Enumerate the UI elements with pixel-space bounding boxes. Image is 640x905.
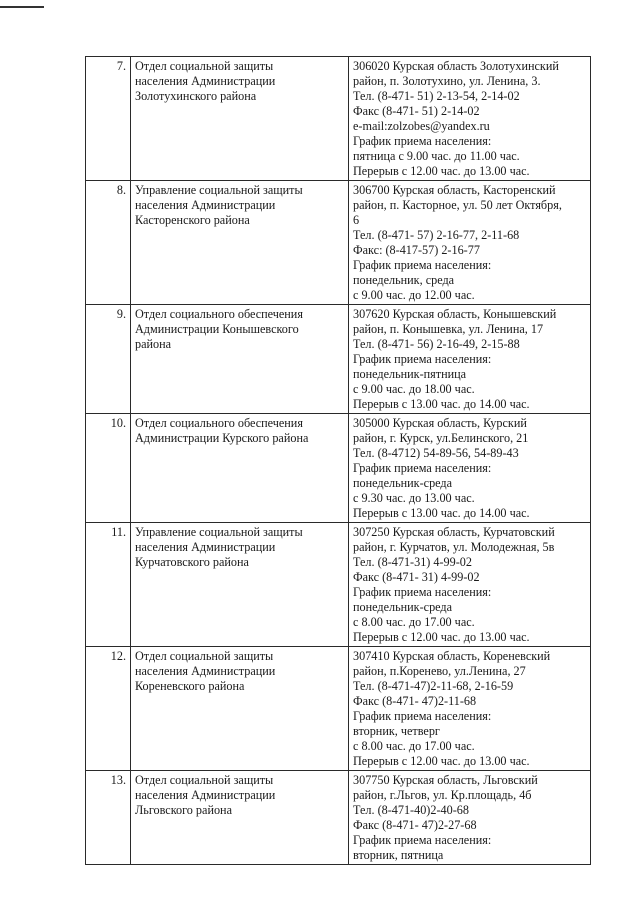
- address-contact-line: 307750 Курская область, Льговский: [353, 773, 538, 787]
- address-contact-line: понедельник, среда: [353, 273, 455, 287]
- address-contact-line: Перерыв с 13.00 час. до 14.00 час.: [353, 397, 530, 411]
- department-name-line: Кореневского района: [135, 679, 245, 693]
- row-number: 12.: [86, 647, 131, 771]
- row-number: 11.: [86, 523, 131, 647]
- address-contact-line: Перерыв с 12.00 час. до 13.00 час.: [353, 754, 530, 768]
- department-name-line: населения Администрации: [135, 198, 276, 212]
- address-contact-line: вторник, пятница: [353, 848, 444, 862]
- department-name-line: Отдел социального обеспечения: [135, 416, 303, 430]
- address-contact-line: Тел. (8-471- 56) 2-16-49, 2-15-88: [353, 337, 520, 351]
- department-name-line: Управление социальной защиты: [135, 183, 303, 197]
- address-contact-line: район, п. Золотухино, ул. Ленина, 3.: [353, 74, 541, 88]
- address-contacts-cell: [349, 523, 591, 647]
- row-number: 13.: [86, 771, 131, 865]
- table-body: [86, 57, 591, 865]
- address-contact-line: Тел. (8-471- 51) 2-13-54, 2-14-02: [353, 89, 520, 103]
- address-contacts-cell: [349, 647, 591, 771]
- department-name-line: Отдел социальной защиты: [135, 59, 274, 73]
- address-contact-line: район, п.Коренево, ул.Ленина, 27: [353, 664, 526, 678]
- department-name-line: Управление социальной защиты: [135, 525, 303, 539]
- department-name-line: Курчатовского района: [135, 555, 249, 569]
- address-contact-line: 307410 Курская область, Кореневский: [353, 649, 551, 663]
- address-contact-line: 306700 Курская область, Касторенский: [353, 183, 556, 197]
- address-contact-line: понедельник-пятница: [353, 367, 467, 381]
- department-name-line: Золотухинского района: [135, 89, 257, 103]
- address-contact-line: 307620 Курская область, Конышевский: [353, 307, 557, 321]
- address-contact-line: район, п. Касторное, ул. 50 лет Октября,: [353, 198, 562, 212]
- department-name-cell: [131, 523, 349, 647]
- department-name-line: Отдел социального обеспечения: [135, 307, 303, 321]
- address-contact-line: Тел. (8-471- 57) 2-16-77, 2-11-68: [353, 228, 520, 242]
- address-contact-line: Тел. (8-471-31) 4-99-02: [353, 555, 472, 569]
- address-contact-line: 307250 Курская область, Курчатовский: [353, 525, 555, 539]
- address-contact-line: График приема населения:: [353, 585, 492, 599]
- table-row: [86, 523, 591, 647]
- address-contact-line: График приема населения:: [353, 258, 492, 272]
- row-number: 7.: [86, 57, 131, 181]
- table-row: [86, 181, 591, 305]
- address-contact-line: вторник, четверг: [353, 724, 440, 738]
- address-contacts-cell: [349, 57, 591, 181]
- table-row: [86, 771, 591, 865]
- address-contact-line: Перерыв с 12.00 час. до 13.00 час.: [353, 630, 530, 644]
- department-name-line: района: [135, 337, 172, 351]
- address-contact-line: 305000 Курская область, Курский: [353, 416, 527, 430]
- department-name-line: населения Администрации: [135, 664, 276, 678]
- department-name-cell: [131, 305, 349, 414]
- address-contact-line: 6: [353, 213, 360, 227]
- address-contact-line: Факс: (8-417-57) 2-16-77: [353, 243, 480, 257]
- department-name-line: населения Администрации: [135, 74, 276, 88]
- department-name-line: Льговского района: [135, 803, 232, 817]
- department-name-cell: [131, 414, 349, 523]
- address-contact-line: пятница с 9.00 час. до 11.00 час.: [353, 149, 520, 163]
- address-contacts-cell: [349, 181, 591, 305]
- address-contact-line: Факс (8-471- 47)2-27-68: [353, 818, 477, 832]
- address-contact-line: район, г. Курчатов, ул. Молодежная, 5в: [353, 540, 555, 554]
- address-contact-line: Факс (8-471- 51) 2-14-02: [353, 104, 480, 118]
- address-contact-line: Перерыв с 12.00 час. до 13.00 час.: [353, 164, 530, 178]
- department-name-line: Отдел социальной защиты: [135, 649, 274, 663]
- address-contacts-cell: [349, 771, 591, 865]
- social-protection-departments-table: [85, 56, 591, 865]
- address-contact-line: с 8.00 час. до 17.00 час.: [353, 615, 475, 629]
- address-contact-line: с 9.30 час. до 13.00 час.: [353, 491, 475, 505]
- address-contact-line: Тел. (8-4712) 54-89-56, 54-89-43: [353, 446, 519, 460]
- address-contact-line: понедельник-среда: [353, 476, 453, 490]
- address-contact-line: понедельник-среда: [353, 600, 453, 614]
- address-contact-line: Факс (8-471- 31) 4-99-02: [353, 570, 480, 584]
- address-contact-line: район, г.Льгов, ул. Кр.площадь, 4б: [353, 788, 532, 802]
- address-contact-line: Перерыв с 13.00 час. до 14.00 час.: [353, 506, 530, 520]
- department-name-cell: [131, 57, 349, 181]
- department-name-line: населения Администрации: [135, 788, 276, 802]
- address-contact-line: e-mail:zolzobes@yandex.ru: [353, 119, 490, 133]
- department-name-line: Администрации Конышевского: [135, 322, 299, 336]
- address-contact-line: Тел. (8-471-40)2-40-68: [353, 803, 469, 817]
- page-corner-mark: [0, 6, 44, 8]
- address-contact-line: График приема населения:: [353, 134, 492, 148]
- address-contact-line: График приема населения:: [353, 461, 492, 475]
- department-name-cell: [131, 647, 349, 771]
- address-contact-line: Факс (8-471- 47)2-11-68: [353, 694, 477, 708]
- row-number: 8.: [86, 181, 131, 305]
- department-name-cell: [131, 771, 349, 865]
- table-row: [86, 647, 591, 771]
- address-contacts-cell: [349, 305, 591, 414]
- department-name-line: Администрации Курского района: [135, 431, 309, 445]
- address-contact-line: Тел. (8-471-47)2-11-68, 2-16-59: [353, 679, 514, 693]
- department-name-line: Касторенского района: [135, 213, 250, 227]
- table-row: [86, 305, 591, 414]
- address-contact-line: График приема населения:: [353, 709, 492, 723]
- address-contact-line: с 8.00 час. до 17.00 час.: [353, 739, 475, 753]
- department-name-line: населения Администрации: [135, 540, 276, 554]
- address-contact-line: с 9.00 час. до 18.00 час.: [353, 382, 475, 396]
- address-contact-line: 306020 Курская область Золотухинский: [353, 59, 559, 73]
- address-contact-line: с 9.00 час. до 12.00 час.: [353, 288, 475, 302]
- department-name-cell: [131, 181, 349, 305]
- address-contact-line: район, г. Курск, ул.Белинского, 21: [353, 431, 529, 445]
- address-contacts-cell: [349, 414, 591, 523]
- address-contact-line: район, п. Конышевка, ул. Ленина, 17: [353, 322, 544, 336]
- table-row: [86, 57, 591, 181]
- row-number: 10.: [86, 414, 131, 523]
- address-contact-line: График приема населения:: [353, 833, 492, 847]
- row-number: 9.: [86, 305, 131, 414]
- table-row: [86, 414, 591, 523]
- address-contact-line: График приема населения:: [353, 352, 492, 366]
- department-name-line: Отдел социальной защиты: [135, 773, 274, 787]
